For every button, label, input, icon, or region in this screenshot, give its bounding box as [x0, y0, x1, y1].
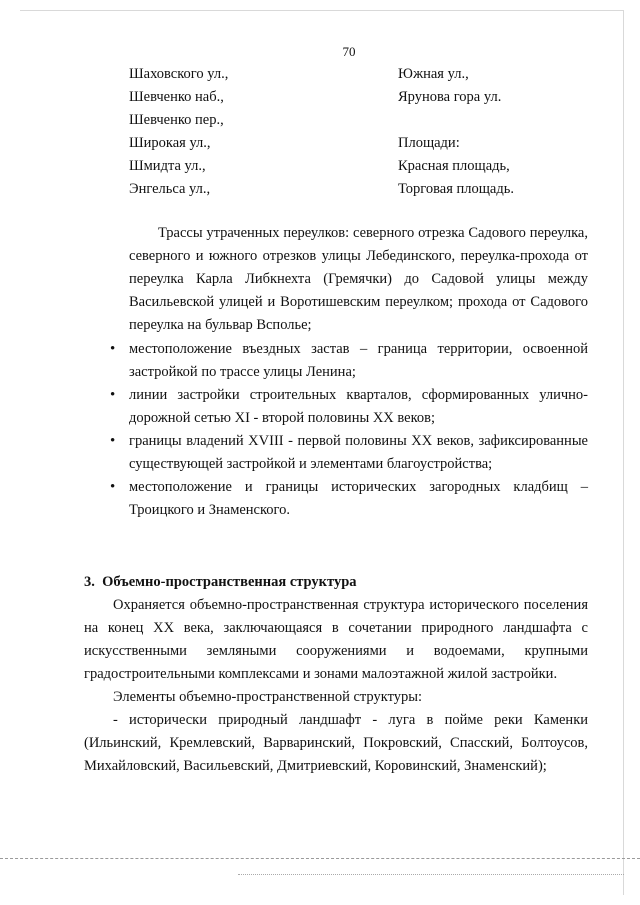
squares-heading: Площади:	[398, 135, 460, 151]
street-item: Шевченко пер.,	[129, 112, 224, 128]
street-item: Ярунова гора ул.	[398, 89, 502, 105]
square-item: Торговая площадь.	[398, 181, 514, 197]
elements-heading: Элементы объемно-пространственной структуры:	[113, 689, 423, 705]
street-item: Широкая ул.,	[129, 135, 211, 151]
bullet-item: • границы владений XVIII - первой половины XX веков, зафиксированные существующей застройкой и элементами благоустройства;	[129, 430, 588, 476]
lost-lanes-paragraph: Трассы утраченных переулков: северного отрезка Садового переулка, северного и южного отрезков улицы Лебединского, переулка-прохода от переулка Карла Либкнехта (Гремячки) до Садовой улицы между Васильевской улицей и Воротишевским переулком; прохода от Садового переулка на бульвар Вспольe;	[129, 225, 588, 333]
street-item: Шаховского ул.,	[129, 66, 229, 82]
street-item: Шевченко наб.,	[129, 89, 224, 105]
spacer	[398, 109, 514, 132]
page-number: 70	[342, 44, 356, 59]
scan-frame-right	[623, 10, 624, 895]
bullet-item: • местоположение и границы исторических загородных кладбищ – Троицкого и Знаменского.	[129, 476, 588, 522]
scan-footer-line	[0, 858, 640, 859]
section-title: Объемно-пространственная структура	[102, 574, 357, 590]
streets-right-column	[398, 63, 514, 201]
section-number: 3.	[84, 574, 95, 590]
scan-frame-top	[20, 10, 624, 11]
street-item: Энгельса ул.,	[129, 181, 211, 197]
scan-footer-line-secondary	[238, 874, 624, 875]
bullet-list	[129, 338, 588, 522]
section-body	[84, 594, 588, 778]
street-item: Южная ул.,	[398, 66, 469, 82]
bullet-item: • местоположение въездных застав – граница территории, освоенной застройкой по трассе улицы Ленина;	[129, 338, 588, 384]
bullet-item: • линии застройки строительных кварталов, сформированных улично-дорожной сетью XI - второй половины XX веков;	[129, 384, 588, 430]
streets-left-column	[129, 63, 228, 201]
street-item: Шмидта ул.,	[129, 158, 206, 174]
section-paragraph: Охраняется объемно-пространственная структура исторического поселения на конец XX века, заключающаяся в сочетании природного ландшафта с искусственными земляными сооружениями и водоемами, крупными градостроительными комплексами и зонами малоэтажной жилой застройки.	[84, 597, 588, 682]
square-item: Красная площадь,	[398, 158, 510, 174]
landscape-item: - исторически природный ландшафт - луга в пойме реки Каменки (Ильинский, Кремлевский, Варваринский, Покровский, Спасский, Болтоусов, Михайловский, Васильевский, Дмитриевский, Коровинский, Знаменский);	[84, 712, 588, 774]
section-heading	[84, 571, 357, 594]
